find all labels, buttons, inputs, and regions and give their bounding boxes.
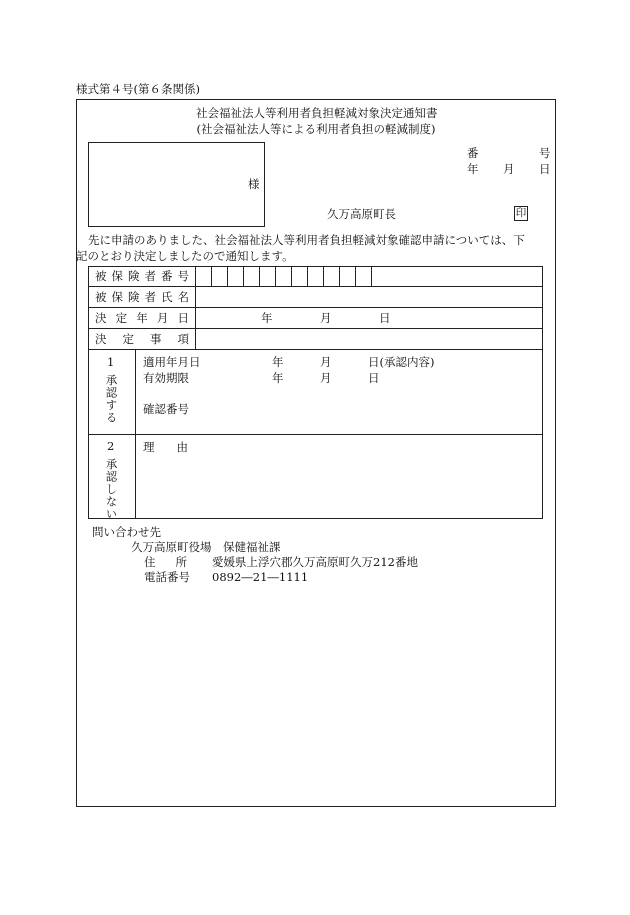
intro-line-1: 先に申請のありました、社会福祉法人等利用者負担軽減対象確認申請については、下	[88, 233, 525, 247]
digit-box-line	[211, 266, 212, 286]
contact-address: 愛媛県上浮穴郡久万高原町久万212番地	[212, 555, 418, 569]
label-col-line	[195, 266, 196, 349]
confirm-number-label: 確認番号	[143, 402, 189, 416]
digit-box-line	[371, 266, 372, 286]
expiry-year: 年	[272, 371, 284, 385]
decision-date-label: 決 定 年 月 日	[95, 311, 189, 325]
applied-date-year: 年	[272, 355, 284, 369]
digit-box-line	[243, 266, 244, 286]
digit-box-line	[259, 266, 260, 286]
digit-box-line	[291, 266, 292, 286]
row-line	[88, 328, 543, 329]
ref-number-ban: 番	[467, 146, 479, 160]
approval-content: 日(承認内容)	[368, 355, 435, 369]
intro-line-2: 記のとおり決定しましたので通知します。	[76, 249, 294, 263]
contact-phone-label: 電話番号	[144, 570, 190, 584]
decision-date-day: 日	[379, 311, 391, 325]
contact-office: 久万高原町役場 保健福祉課	[131, 540, 281, 554]
decision-item-label: 決 定 事 項	[95, 332, 189, 346]
digit-box-line	[275, 266, 276, 286]
issuer-name: 久万高原町長	[327, 207, 396, 221]
option-col-line	[135, 349, 136, 519]
form-number: 様式第４号(第６条関係)	[76, 82, 200, 96]
ref-number-go: 号	[539, 146, 551, 160]
decision-table	[88, 266, 543, 519]
contact-heading: 問い合わせ先	[92, 525, 161, 539]
applied-date-label: 適用年月日	[143, 355, 201, 369]
document-title: 社会福祉法人等利用者負担軽減対象決定通知書	[196, 106, 438, 120]
approve-label: 承認する	[104, 374, 119, 424]
digit-box-line	[355, 266, 356, 286]
expiry-label: 有効期限	[143, 371, 189, 385]
expiry-day: 日	[368, 371, 380, 385]
applied-date-month: 月	[320, 355, 332, 369]
date-year: 年	[467, 162, 479, 176]
recipient-suffix: 様	[248, 177, 260, 191]
insured-number-label: 被 保 険 者 番 号	[95, 269, 189, 283]
expiry-month: 月	[320, 371, 332, 385]
contact-phone: 0892―21―1111	[212, 570, 309, 584]
digit-box-line	[323, 266, 324, 286]
digit-box-line	[227, 266, 228, 286]
reject-label: 承認しない	[104, 458, 119, 521]
contact-address-label: 住 所	[144, 555, 187, 569]
row-line	[88, 349, 543, 350]
date-day: 日	[539, 162, 551, 176]
insured-name-label: 被 保 険 者 氏 名	[95, 290, 189, 304]
recipient-box	[88, 142, 265, 227]
decision-date-month: 月	[320, 311, 332, 325]
approve-number: 1	[107, 355, 115, 369]
row-line	[88, 307, 543, 308]
decision-date-year: 年	[261, 311, 273, 325]
digit-box-line	[307, 266, 308, 286]
reason-label: 理 由	[143, 440, 188, 454]
reject-number: 2	[107, 439, 115, 453]
digit-box-line	[339, 266, 340, 286]
seal-mark: 印	[515, 207, 527, 219]
row-line	[88, 286, 543, 287]
document-subtitle: (社会福祉法人等による利用者負担の軽減制度)	[196, 122, 436, 136]
date-month: 月	[503, 162, 515, 176]
row-line	[88, 434, 543, 435]
